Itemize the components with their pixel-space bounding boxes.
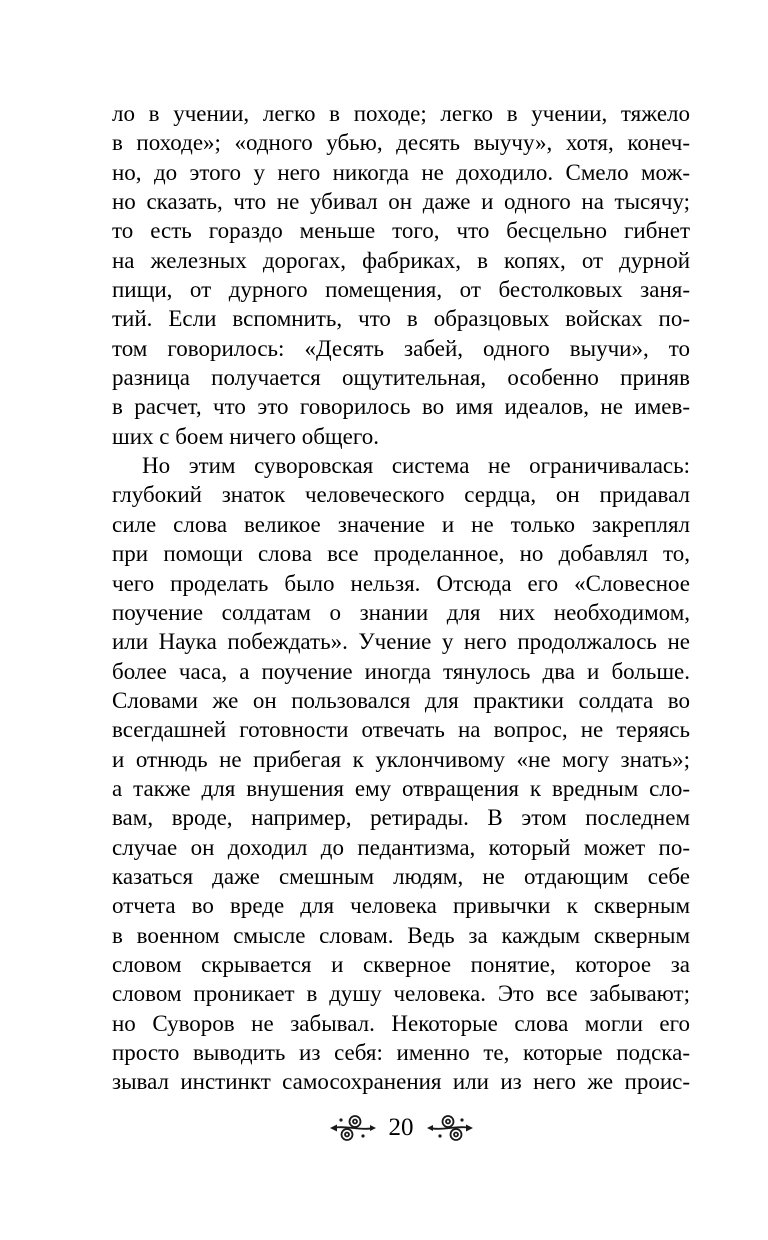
- text-line: пищи, от дурного помещения, от бестолковых заня-: [112, 277, 690, 303]
- text-line: при помощи слова все проделанное, но добавлял то,: [112, 541, 690, 567]
- text-line: то есть гораздо меньше того, что бесцельно гибнет: [112, 218, 690, 244]
- text-line: в расчет, что это говорилось во имя идеалов, не имев-: [112, 394, 690, 420]
- text-line: и отнюдь не прибегая к уклончивому «не могу знать»;: [112, 746, 690, 772]
- text-line: или Наука побеждать». Учение у него продолжалось не: [112, 629, 690, 655]
- text-line: глубокий знаток человеческого сердца, он придавал: [112, 482, 690, 508]
- text-line: на железных дорогах, фабриках, в копях, от дурной: [112, 247, 690, 273]
- text-line: Но этим суворовская система не ограничивалась:: [142, 453, 690, 479]
- text-line: но, до этого у него никогда не доходило. Смело мож-: [112, 159, 690, 185]
- text-line: чего проделать было нельзя. Отсюда его «Словесное: [112, 570, 690, 596]
- page-footer: [112, 1112, 690, 1144]
- fleuron-left-icon: [330, 1112, 376, 1144]
- text-line: ших с боем ничего общего.: [112, 423, 379, 449]
- text-line: тий. Если вспомнить, что в образцовых войсках по-: [112, 306, 690, 332]
- text-line: случае он доходил до педантизма, который может по-: [112, 834, 690, 860]
- page-number: 20: [388, 1114, 414, 1141]
- text-line: но Суворов не забывал. Некоторые слова могли его: [112, 1010, 690, 1036]
- text-line: словом скрывается и скверное понятие, которое за: [112, 951, 690, 977]
- text-line: но сказать, что не убивал он даже и одного на тысячу;: [112, 189, 690, 215]
- text-line: отчета во вреде для человека привычки к скверным: [112, 893, 690, 919]
- text-line: в походе»; «одного убью, десять выучу», хотя, конеч-: [112, 130, 690, 156]
- text-line: казаться даже смешным людям, не отдающим себе: [112, 863, 690, 889]
- text-block: [112, 99, 690, 1097]
- text-line: в военном смысле словам. Ведь за каждым скверным: [112, 922, 690, 948]
- text-line: вам, вроде, например, ретирады. В этом последнем: [112, 805, 690, 831]
- text-line: ло в учении, легко в походе; легко в учении, тяжело: [112, 101, 690, 126]
- text-line: более часа, а поучение иногда тянулось два и больше.: [112, 658, 690, 684]
- text-line: разница получается ощутительная, особенно приняв: [112, 365, 690, 391]
- text-line: поучение солдатам о знании для них необходимом,: [112, 599, 690, 625]
- text-line: просто выводить из себя: именно те, которые подска-: [112, 1040, 690, 1065]
- text-line: Словами же он пользовался для практики солдата во: [112, 687, 690, 713]
- text-line: зывал инстинкт самосохранения или из него же проис-: [112, 1069, 690, 1095]
- fleuron-right-icon: [427, 1112, 473, 1144]
- text-line: том говорилось: «Десять забей, одного выучи», то: [112, 335, 690, 361]
- text-line: силе слова великое значение и не только закреплял: [112, 511, 690, 537]
- text-line: словом проникает в душу человека. Это все забывают;: [112, 981, 690, 1007]
- text-line: всегдашней готовности отвечать на вопрос, не теряясь: [112, 717, 690, 743]
- text-line: а также для внушения ему отвращения к вредным сло-: [112, 775, 690, 801]
